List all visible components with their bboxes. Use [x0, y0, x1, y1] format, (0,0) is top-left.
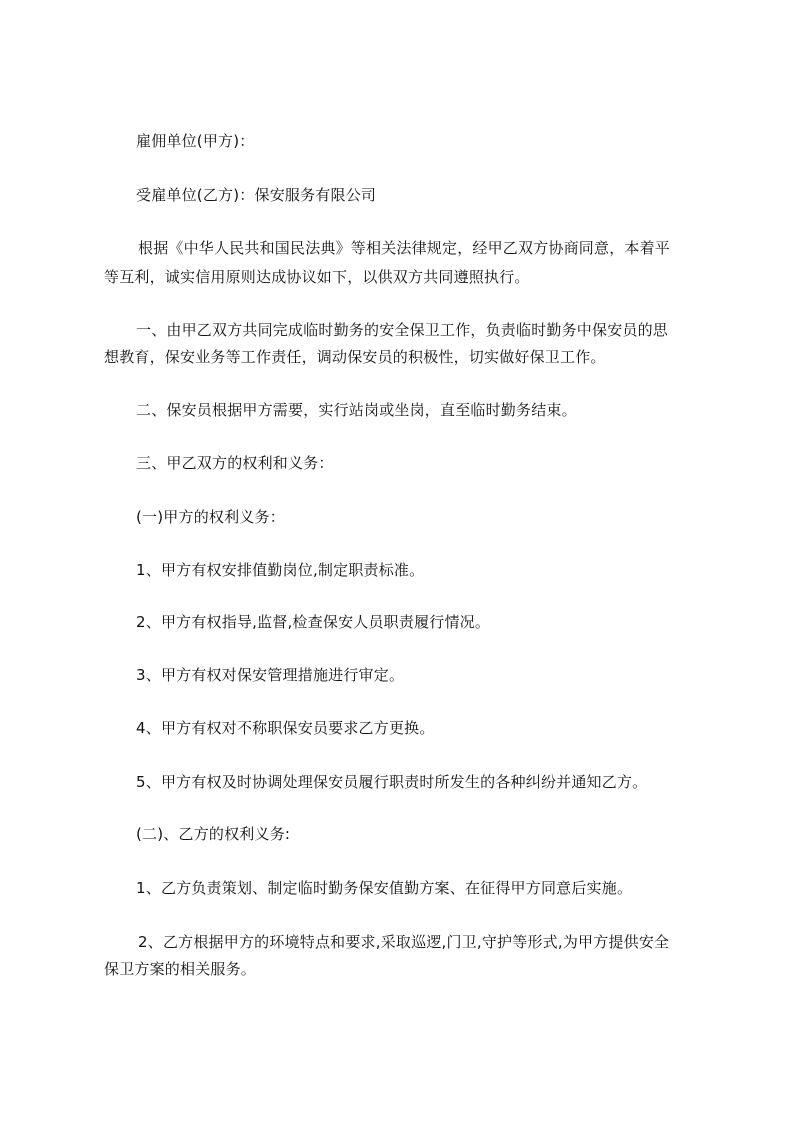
clause-2-text: 二、保安员根据甲方需要，实行站岗或坐岗，直至临时勤务结束。: [136, 401, 577, 419]
a-item-2-text: 2、甲方有权指导,监督,检查保安人员职责履行情况。: [136, 613, 491, 631]
b-item-2-text-2: 保卫方案的相关服务。: [104, 960, 257, 978]
section-b-text: (二)、乙方的权利义务:: [136, 825, 291, 843]
preamble-text-1: 根据《中华人民共和国民法典》等相关法律规定，经甲乙双方协商同意，本着平: [138, 239, 671, 257]
section-a-text: (一)甲方的权利义务：: [136, 508, 285, 526]
clause-1-text-2: 想教育，保安业务等工作责任，调动保安员的积极性，切实做好保卫工作。: [104, 348, 606, 366]
a-item-3-text: 3、甲方有权对保安管理措施进行审定。: [136, 666, 405, 684]
b-item-2-text-1: 2、乙方根据甲方的环境特点和要求,采取巡逻,门卫,守护等形式,为甲方提供安全: [138, 933, 670, 951]
a-item-5-text: 5、甲方有权及时协调处理保安员履行职责时所发生的各种纠纷并通知乙方。: [136, 773, 648, 791]
employer-label: 雇佣单位(甲方)：: [136, 132, 255, 150]
clause-1-text-1: 一、由甲乙双方共同完成临时勤务的安全保卫工作，负责临时勤务中保安员的思: [136, 321, 669, 339]
preamble-text-2: 等互利，诚实信用原则达成协议如下，以供双方共同遵照执行。: [104, 268, 530, 286]
b-item-1-text: 1、乙方负责策划、制定临时勤务保安值勤方案、在征得甲方同意后实施。: [136, 879, 633, 897]
a-item-1-text: 1、甲方有权安排值勤岗位,制定职责标准。: [136, 561, 425, 579]
a-item-4-text: 4、甲方有权对不称职保安员要求乙方更换。: [136, 719, 435, 737]
employee-label: 受雇单位(乙方)：保安服务有限公司: [136, 186, 377, 204]
clause-3-text: 三、甲乙双方的权利和义务：: [136, 454, 334, 472]
